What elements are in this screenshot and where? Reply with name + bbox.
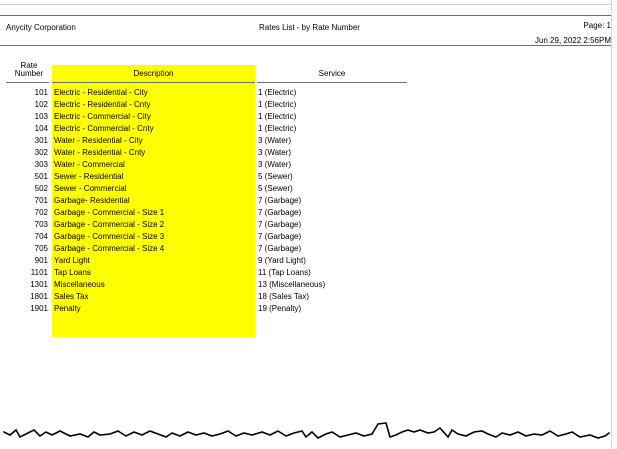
- table-row: [0, 207, 420, 219]
- rate-service: 7 (Garbage): [258, 220, 302, 229]
- rate-service: 3 (Water): [258, 148, 292, 157]
- table-row: [0, 255, 420, 267]
- rate-number: 502: [34, 184, 48, 193]
- rate-number: 701: [34, 196, 48, 205]
- rate-description: Yard Light: [54, 256, 90, 265]
- rate-description: Miscellaneous: [54, 280, 105, 289]
- table-row: [0, 123, 420, 135]
- table-row: [0, 159, 420, 171]
- table-row: [0, 195, 420, 207]
- rate-description: Tap Loans: [54, 268, 91, 277]
- rate-service: 7 (Garbage): [258, 232, 302, 241]
- rate-number: 705: [34, 244, 48, 253]
- rate-service: 9 (Yard Light): [258, 256, 306, 265]
- rate-description: Garbage - Commercial - Size 2: [54, 220, 165, 229]
- rate-service: 5 (Sewer): [258, 184, 293, 193]
- rate-number: 303: [34, 160, 48, 169]
- table-row: [0, 291, 420, 303]
- rate-description: Garbage - Commercial - Size 3: [54, 232, 165, 241]
- rate-description: Garbage- Residential: [54, 196, 130, 205]
- col-header-description: Description: [133, 69, 174, 78]
- rate-number: 901: [34, 256, 48, 265]
- rate-service: 7 (Garbage): [258, 196, 302, 205]
- rate-service: 13 (Miscellaneous): [258, 280, 326, 289]
- col-header-rate-line1: Rate: [20, 61, 38, 70]
- rate-service: 18 (Sales Tax): [258, 292, 309, 301]
- rate-description: Electric - Residential - Cnty: [54, 100, 151, 109]
- rate-description: Water - Residential - City: [54, 136, 143, 145]
- col-header-rule-description: [52, 82, 255, 83]
- rate-number: 302: [34, 148, 48, 157]
- report-date: Jun 29, 2022 2:56PM: [534, 36, 611, 45]
- col-header-rule-rate: [6, 82, 49, 83]
- rate-number: 103: [34, 112, 48, 121]
- rate-description: Sales Tax: [54, 292, 89, 301]
- rate-number: 704: [34, 232, 48, 241]
- rate-service: 1 (Electric): [258, 112, 297, 121]
- col-header-rule-service: [257, 82, 407, 83]
- rate-number: 101: [34, 88, 48, 97]
- rate-number: 703: [34, 220, 48, 229]
- rate-description: Garbage - Commercial - Size 4: [54, 244, 165, 253]
- rate-description: Sewer - Commercial: [54, 184, 127, 193]
- rate-service: 5 (Sewer): [258, 172, 293, 181]
- table-row: [0, 99, 420, 111]
- window-right-edge: [611, 0, 617, 449]
- table-row: [0, 243, 420, 255]
- rate-description: Sewer - Residential: [54, 172, 124, 181]
- table-row: [0, 303, 420, 315]
- rate-description: Electric - Commercial - Cnty: [54, 124, 154, 133]
- header-bottom-rule: [0, 45, 611, 46]
- rates-table-body: [0, 87, 420, 315]
- table-row: [0, 135, 420, 147]
- rate-number: 702: [34, 208, 48, 217]
- rate-service: 11 (Tap Loans): [258, 268, 311, 277]
- rate-number: 1101: [30, 268, 48, 277]
- torn-edge-decoration: [0, 410, 611, 449]
- rate-description: Electric - Commercial - City: [54, 112, 151, 121]
- rate-description: Water - Commercial: [54, 160, 125, 169]
- rate-service: 1 (Electric): [258, 124, 297, 133]
- rate-number: 1801: [30, 292, 48, 301]
- rate-number: 1301: [30, 280, 48, 289]
- header-top-rule: [0, 15, 611, 16]
- company-name: Anycity Corporation: [6, 23, 76, 32]
- table-row: [0, 219, 420, 231]
- table-row: [0, 231, 420, 243]
- rate-number: 301: [34, 136, 48, 145]
- rate-number: 104: [34, 124, 48, 133]
- col-header-service: Service: [318, 69, 346, 78]
- rate-service: 7 (Garbage): [258, 208, 302, 217]
- rate-description: Penalty: [54, 304, 81, 313]
- rate-service: 3 (Water): [258, 136, 292, 145]
- rate-service: 19 (Penalty): [258, 304, 302, 313]
- rate-service: 7 (Garbage): [258, 244, 302, 253]
- table-row: [0, 147, 420, 159]
- table-row: [0, 171, 420, 183]
- rate-description: Water - Residential - Cnty: [54, 148, 146, 157]
- table-row: [0, 267, 420, 279]
- page-number: Page: 1: [583, 21, 611, 30]
- rate-number: 102: [34, 100, 48, 109]
- rate-number: 501: [34, 172, 48, 181]
- col-header-rate-line2: Number: [14, 69, 44, 78]
- rate-service: 1 (Electric): [258, 100, 297, 109]
- rate-number: 1901: [30, 304, 48, 313]
- table-row: [0, 279, 420, 291]
- window-top-edge: [0, 0, 617, 5]
- rate-service: 1 (Electric): [258, 88, 297, 97]
- table-row: [0, 183, 420, 195]
- table-row: [0, 111, 420, 123]
- report-title: Rates List - by Rate Number: [259, 23, 360, 32]
- table-row: [0, 87, 420, 99]
- rate-description: Electric - Residential - City: [54, 88, 148, 97]
- rate-service: 3 (Water): [258, 160, 292, 169]
- rate-description: Garbage - Commercial - Size 1: [54, 208, 165, 217]
